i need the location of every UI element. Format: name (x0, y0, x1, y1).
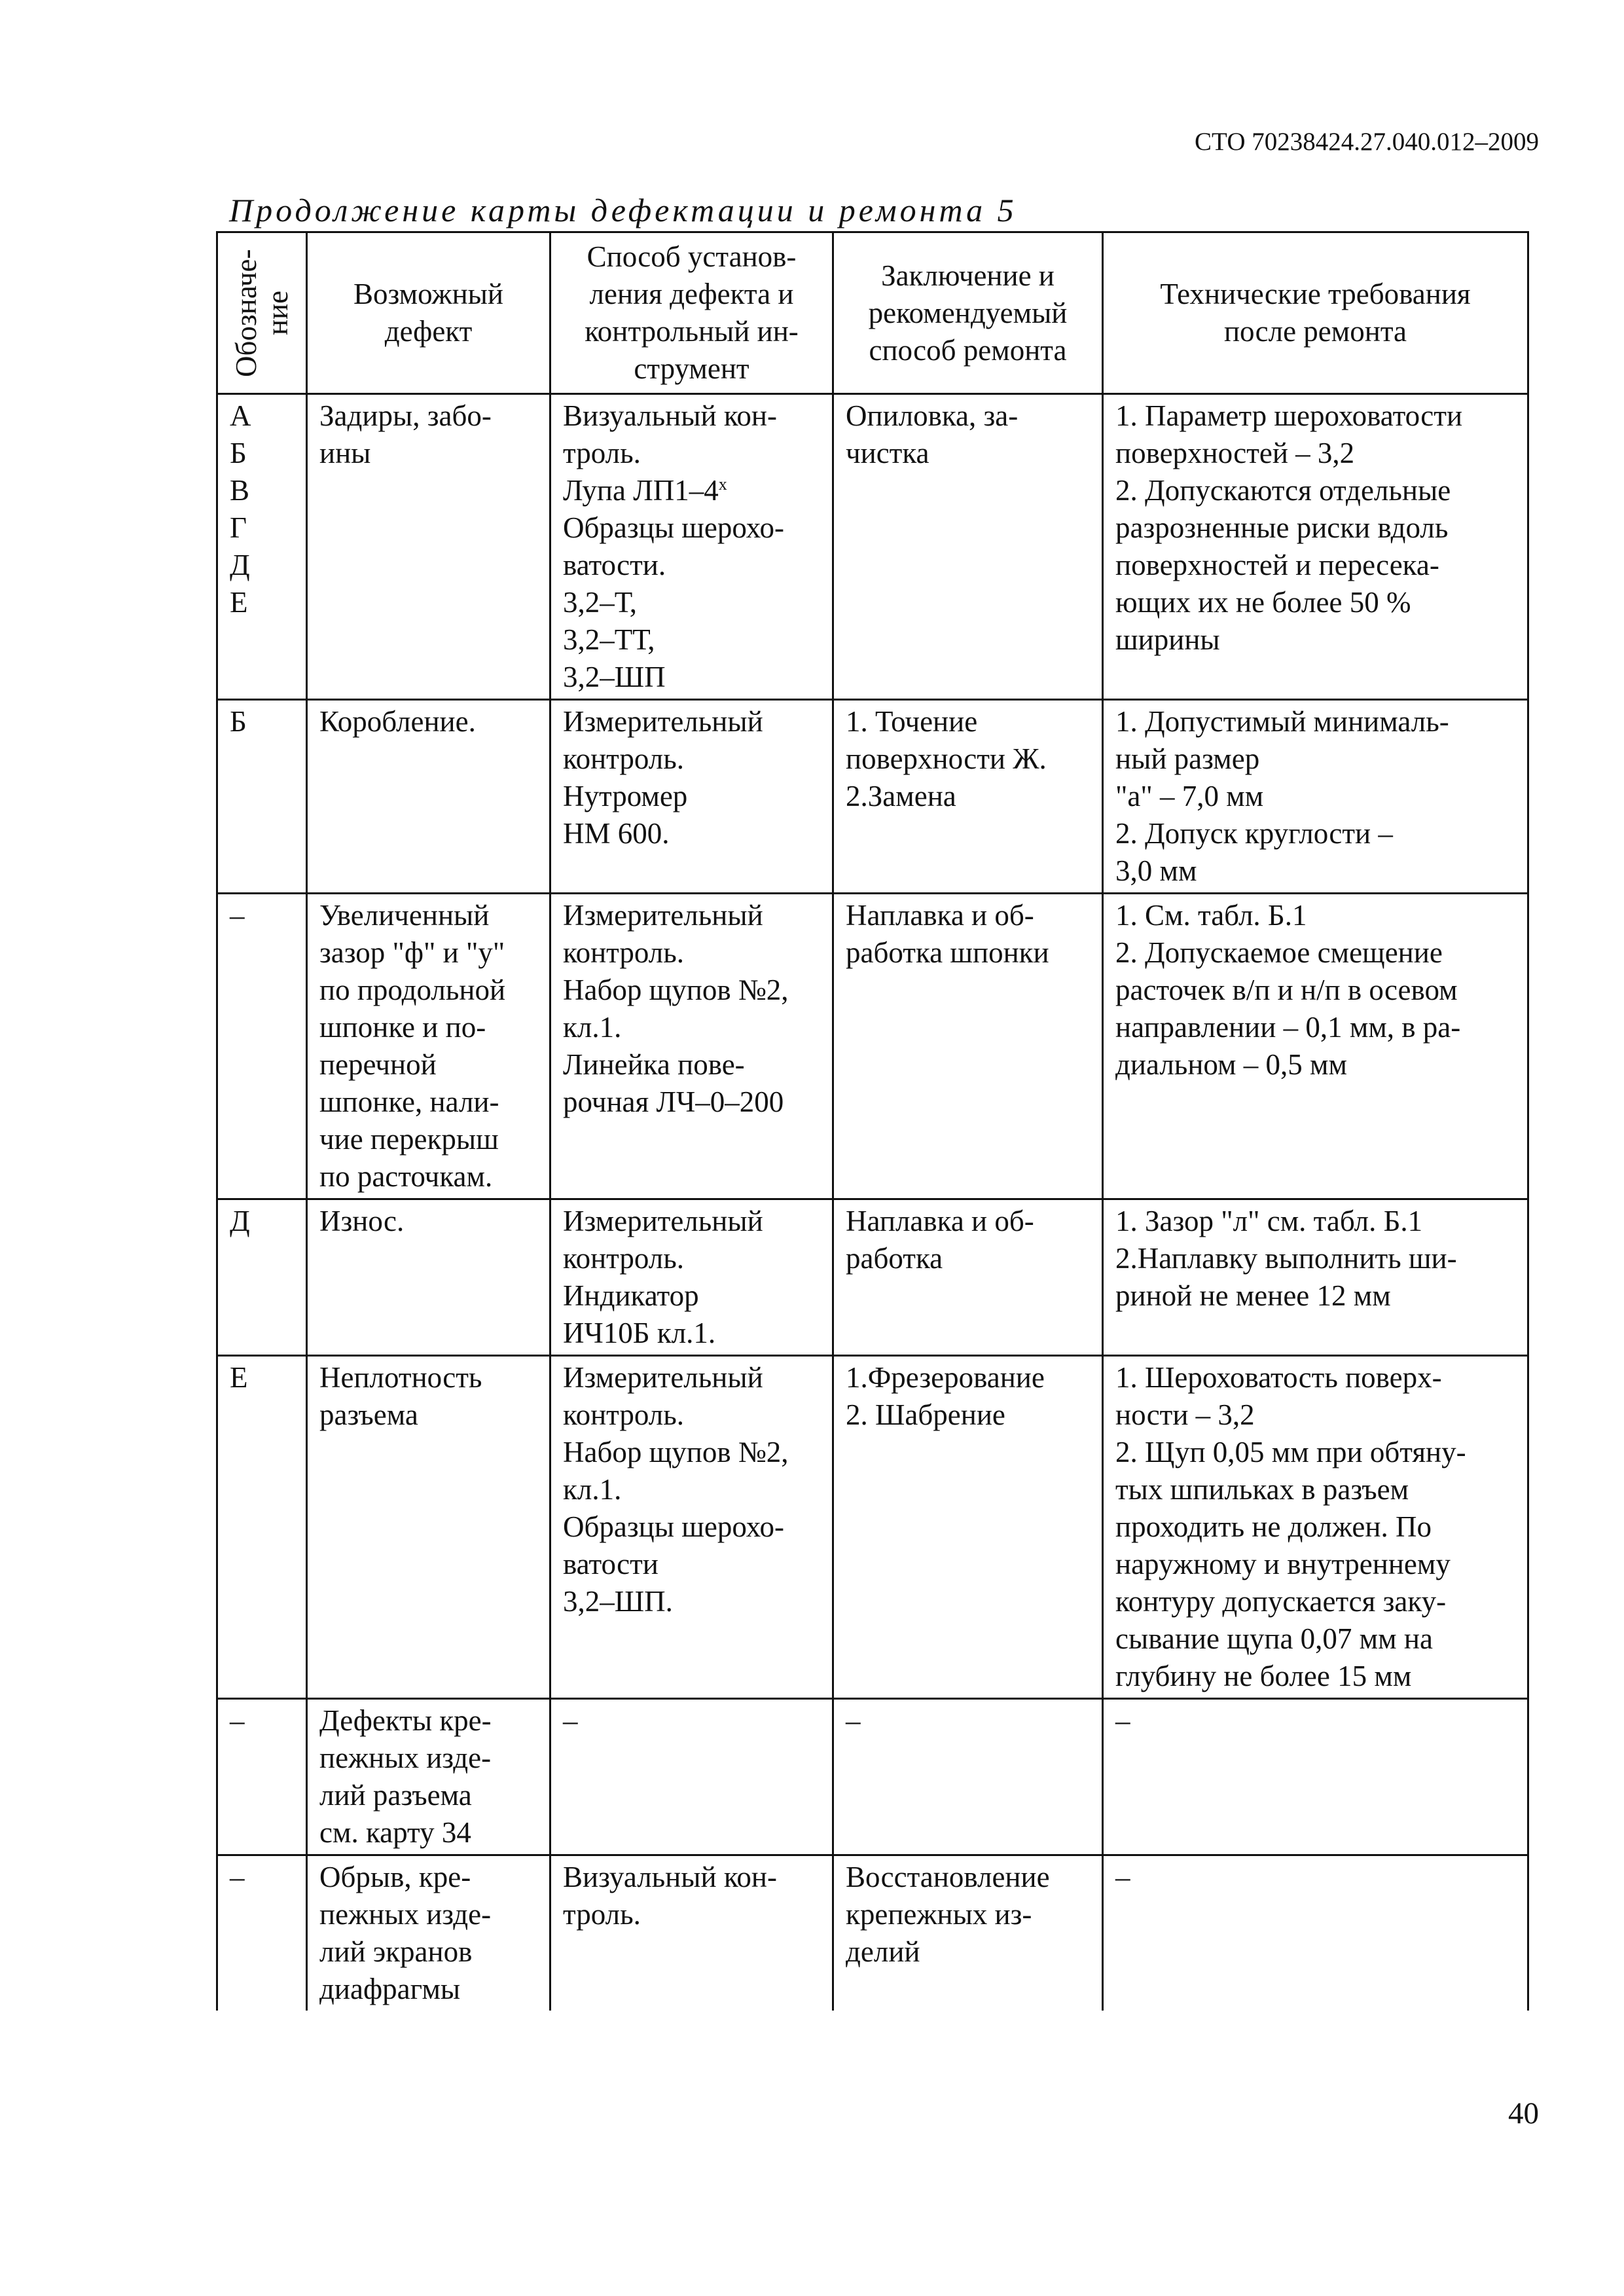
cell-line: Линейка пове- (563, 1048, 745, 1081)
cell-line: "а" – 7,0 мм (1115, 780, 1264, 812)
cell-line: наружному и внутреннему (1115, 1548, 1451, 1580)
cell-line: контуру допускается заку- (1115, 1585, 1447, 1618)
cell-line: сывание щупа 0,07 мм на (1115, 1622, 1433, 1655)
cell-code (217, 1699, 307, 1855)
cell-line: см. карту 34 (319, 1816, 471, 1849)
cell-line: шпонке, нали- (319, 1085, 499, 1118)
cell-line: ширины (1115, 623, 1220, 656)
table-row (217, 1855, 1528, 2011)
header-line: ние (261, 290, 294, 336)
cell-defect (307, 394, 550, 700)
cell-line: поверхности Ж. (846, 742, 1047, 775)
cell-line: зазор "ф" и "у" (319, 936, 505, 969)
header-line: Обозначе- (230, 249, 262, 377)
cell-requirements (1103, 1356, 1528, 1699)
cell-line: поверхностей и пересека- (1115, 549, 1439, 581)
header-row (217, 232, 1528, 394)
header-method (550, 232, 833, 394)
cell-line: направлении – 0,1 мм, в ра- (1115, 1011, 1461, 1044)
cell-line: Обрыв, кре- (319, 1861, 471, 1893)
cell-line: А (230, 399, 251, 432)
magnifier-name: Лупа ЛП1–4 (563, 474, 719, 507)
cell-line: расточек в/п и н/п в осевом (1115, 974, 1458, 1006)
cell-line: поверхностей – 3,2 (1115, 437, 1355, 469)
cell-line: ины (319, 437, 371, 469)
cell-line: Измерительный (563, 1205, 763, 1237)
cell-conclusion (833, 700, 1103, 894)
header-line: Технические требования (1160, 278, 1471, 310)
cell-line: 2. Шабрение (846, 1398, 1005, 1431)
cell-line: – (846, 1704, 861, 1737)
cell-line: Набор щупов №2, (563, 1436, 789, 1468)
cell-line: крепежных из- (846, 1898, 1032, 1931)
cell-line: Измерительный (563, 1361, 763, 1394)
cell-line: проходить не должен. По (1115, 1510, 1432, 1543)
cell-defect (307, 700, 550, 894)
cell-line: Восстановление (846, 1861, 1050, 1893)
cell-line: 2. Допускаются отдельные (1115, 474, 1451, 507)
cell-line: В (230, 474, 250, 507)
cell-method (550, 1855, 833, 2011)
header-line: способ ремонта (869, 333, 1067, 367)
cell-line: Дефекты кре- (319, 1704, 492, 1737)
header-line: Заключение и (881, 259, 1055, 292)
cell-line: ности – 3,2 (1115, 1398, 1255, 1431)
cell-line (563, 472, 820, 509)
header-line: контрольный ин- (585, 315, 799, 348)
cell-line: троль. (563, 1898, 641, 1931)
cell-line: диальном – 0,5 мм (1115, 1048, 1347, 1081)
cell-line: 3,2–Т, (563, 586, 637, 619)
cell-line: Д (230, 549, 250, 581)
cell-line: 1. Допустимый минималь- (1115, 705, 1449, 738)
cell-line: 1. Точение (846, 705, 978, 738)
cell-line: Визуальный кон- (563, 399, 777, 432)
cell-line: лий экранов (319, 1935, 473, 1968)
cell-line: Д (230, 1205, 250, 1237)
cell-code (217, 394, 307, 700)
cell-requirements (1103, 394, 1528, 700)
cell-line: 2. Допуск круглости – (1115, 817, 1393, 850)
cell-conclusion (833, 894, 1103, 1199)
cell-line: Визуальный кон- (563, 1861, 777, 1893)
cell-line: 3,2–ТТ, (563, 623, 655, 656)
cell-line: 3,2–ШП (563, 661, 666, 693)
cell-line: – (1115, 1704, 1130, 1737)
defect-table (216, 231, 1529, 2011)
cell-line: ный размер (1115, 742, 1260, 775)
cell-defect (307, 1855, 550, 2011)
cell-line: – (230, 1704, 245, 1737)
header-line: после ремонта (1223, 315, 1407, 348)
cell-requirements (1103, 1699, 1528, 1855)
cell-line: диафрагмы (319, 1973, 461, 2005)
cell-line: ИЧ10Б кл.1. (563, 1317, 716, 1349)
cell-line: риной не менее 12 мм (1115, 1279, 1391, 1312)
cell-line: 3,2–ШП. (563, 1585, 673, 1618)
header-defect (307, 232, 550, 394)
header-line: дефект (384, 315, 473, 348)
cell-line: чие перекрыш (319, 1123, 499, 1156)
cell-line: 1.Фрезерование (846, 1361, 1045, 1394)
cell-line: Е (230, 586, 248, 619)
cell-code (217, 1356, 307, 1699)
cell-line: 1. Параметр шероховатости (1115, 399, 1463, 432)
table-row (217, 894, 1528, 1199)
cell-conclusion (833, 394, 1103, 700)
cell-line: Е (230, 1361, 248, 1394)
cell-line: контроль. (563, 742, 685, 775)
table-row (217, 1199, 1528, 1356)
cell-requirements (1103, 700, 1528, 894)
cell-line: глубину не более 15 мм (1115, 1660, 1412, 1692)
cell-line: Образцы шерохо- (563, 1510, 784, 1543)
cell-requirements (1103, 894, 1528, 1199)
cell-line: рочная ЛЧ–0–200 (563, 1085, 784, 1118)
cell-line: контроль. (563, 1398, 685, 1431)
cell-method (550, 1356, 833, 1699)
cell-line: Увеличенный (319, 899, 490, 932)
cell-conclusion (833, 1699, 1103, 1855)
cell-method (550, 700, 833, 894)
cell-line: делий (846, 1935, 920, 1968)
header-line: ления дефекта и (589, 278, 794, 310)
header-line: Способ установ- (586, 240, 797, 273)
cell-conclusion (833, 1199, 1103, 1356)
cell-defect (307, 1199, 550, 1356)
cell-line: Коробление. (319, 705, 476, 738)
cell-line: 1. Зазор "л" см. табл. Б.1 (1115, 1205, 1423, 1237)
cell-line: контроль. (563, 1242, 685, 1275)
cell-line: – (563, 1704, 578, 1737)
cell-line: Неплотность (319, 1361, 482, 1394)
header-code (217, 232, 307, 394)
cell-line: Опиловка, за- (846, 399, 1019, 432)
cell-line: Г (230, 511, 247, 544)
cell-line: 2.Замена (846, 780, 956, 812)
cell-line: ватости. (563, 549, 666, 581)
cell-code (217, 1855, 307, 2011)
cell-line: пежных изде- (319, 1741, 492, 1774)
cell-line: 1. См. табл. Б.1 (1115, 899, 1307, 932)
cell-line: ватости (563, 1548, 659, 1580)
cell-line: лий разъема (319, 1779, 472, 1812)
header-line: струмент (634, 352, 749, 385)
cell-line: 2. Щуп 0,05 мм при обтяну- (1115, 1436, 1466, 1468)
cell-line: троль. (563, 437, 641, 469)
cell-line: 2.Наплавку выполнить ши- (1115, 1242, 1457, 1275)
cell-line: пежных изде- (319, 1898, 492, 1931)
cell-line: контроль. (563, 936, 685, 969)
cell-code (217, 1199, 307, 1356)
cell-code (217, 700, 307, 894)
table-caption: Продолжение карты дефектации и ремонта 5 (229, 192, 1017, 228)
cell-line: – (230, 899, 245, 932)
cell-line: Измерительный (563, 705, 763, 738)
cell-line: кл.1. (563, 1011, 622, 1044)
table-row (217, 700, 1528, 894)
cell-conclusion (833, 1855, 1103, 2011)
cell-code (217, 894, 307, 1199)
cell-method (550, 1199, 833, 1356)
cell-line: кл.1. (563, 1473, 622, 1506)
cell-method (550, 1699, 833, 1855)
page-number: 40 (1508, 2096, 1539, 2130)
cell-line: разрозненные риски вдоль (1115, 511, 1449, 544)
superscript: х (718, 475, 727, 494)
cell-requirements (1103, 1855, 1528, 2011)
cell-line: Индикатор (563, 1279, 699, 1312)
cell-line: Б (230, 705, 247, 738)
cell-line: работка (846, 1242, 943, 1275)
cell-line: Измерительный (563, 899, 763, 932)
cell-line: Нутромер (563, 780, 688, 812)
cell-line: НМ 600. (563, 817, 670, 850)
cell-line: Наплавка и об- (846, 899, 1034, 932)
cell-line: – (1115, 1861, 1130, 1893)
cell-line: Образцы шерохо- (563, 511, 784, 544)
cell-line: работка шпонки (846, 936, 1049, 969)
cell-line: Б (230, 437, 247, 469)
header-line: Возможный (353, 278, 503, 310)
cell-line: по продольной (319, 974, 506, 1006)
cell-requirements (1103, 1199, 1528, 1356)
cell-line: шпонке и по- (319, 1011, 486, 1044)
cell-line: разъема (319, 1398, 418, 1431)
cell-line: Наплавка и об- (846, 1205, 1034, 1237)
cell-line: Задиры, забо- (319, 399, 492, 432)
cell-line: 2. Допускаемое смещение (1115, 936, 1443, 969)
header-requirements (1103, 232, 1528, 394)
cell-line: тых шпильках в разъем (1115, 1473, 1409, 1506)
header-conclusion (833, 232, 1103, 394)
cell-line: 1. Шероховатость поверх- (1115, 1361, 1442, 1394)
header-line: рекомендуемый (868, 296, 1068, 329)
cell-defect (307, 894, 550, 1199)
table-row (217, 1356, 1528, 1699)
cell-line: ющих их не более 50 % (1115, 586, 1411, 619)
cell-line: перечной (319, 1048, 437, 1081)
cell-line: 3,0 мм (1115, 854, 1197, 887)
cell-method (550, 394, 833, 700)
cell-line: по расточкам. (319, 1160, 493, 1193)
cell-conclusion (833, 1356, 1103, 1699)
cell-line: Набор щупов №2, (563, 974, 789, 1006)
cell-method (550, 894, 833, 1199)
document-code: СТО 70238424.27.040.012–2009 (1195, 128, 1539, 156)
cell-line: Износ. (319, 1205, 405, 1237)
cell-line: чистка (846, 437, 929, 469)
cell-line: – (230, 1861, 245, 1893)
table-row (217, 1699, 1528, 1855)
table-row (217, 394, 1528, 700)
cell-defect (307, 1356, 550, 1699)
cell-defect (307, 1699, 550, 1855)
